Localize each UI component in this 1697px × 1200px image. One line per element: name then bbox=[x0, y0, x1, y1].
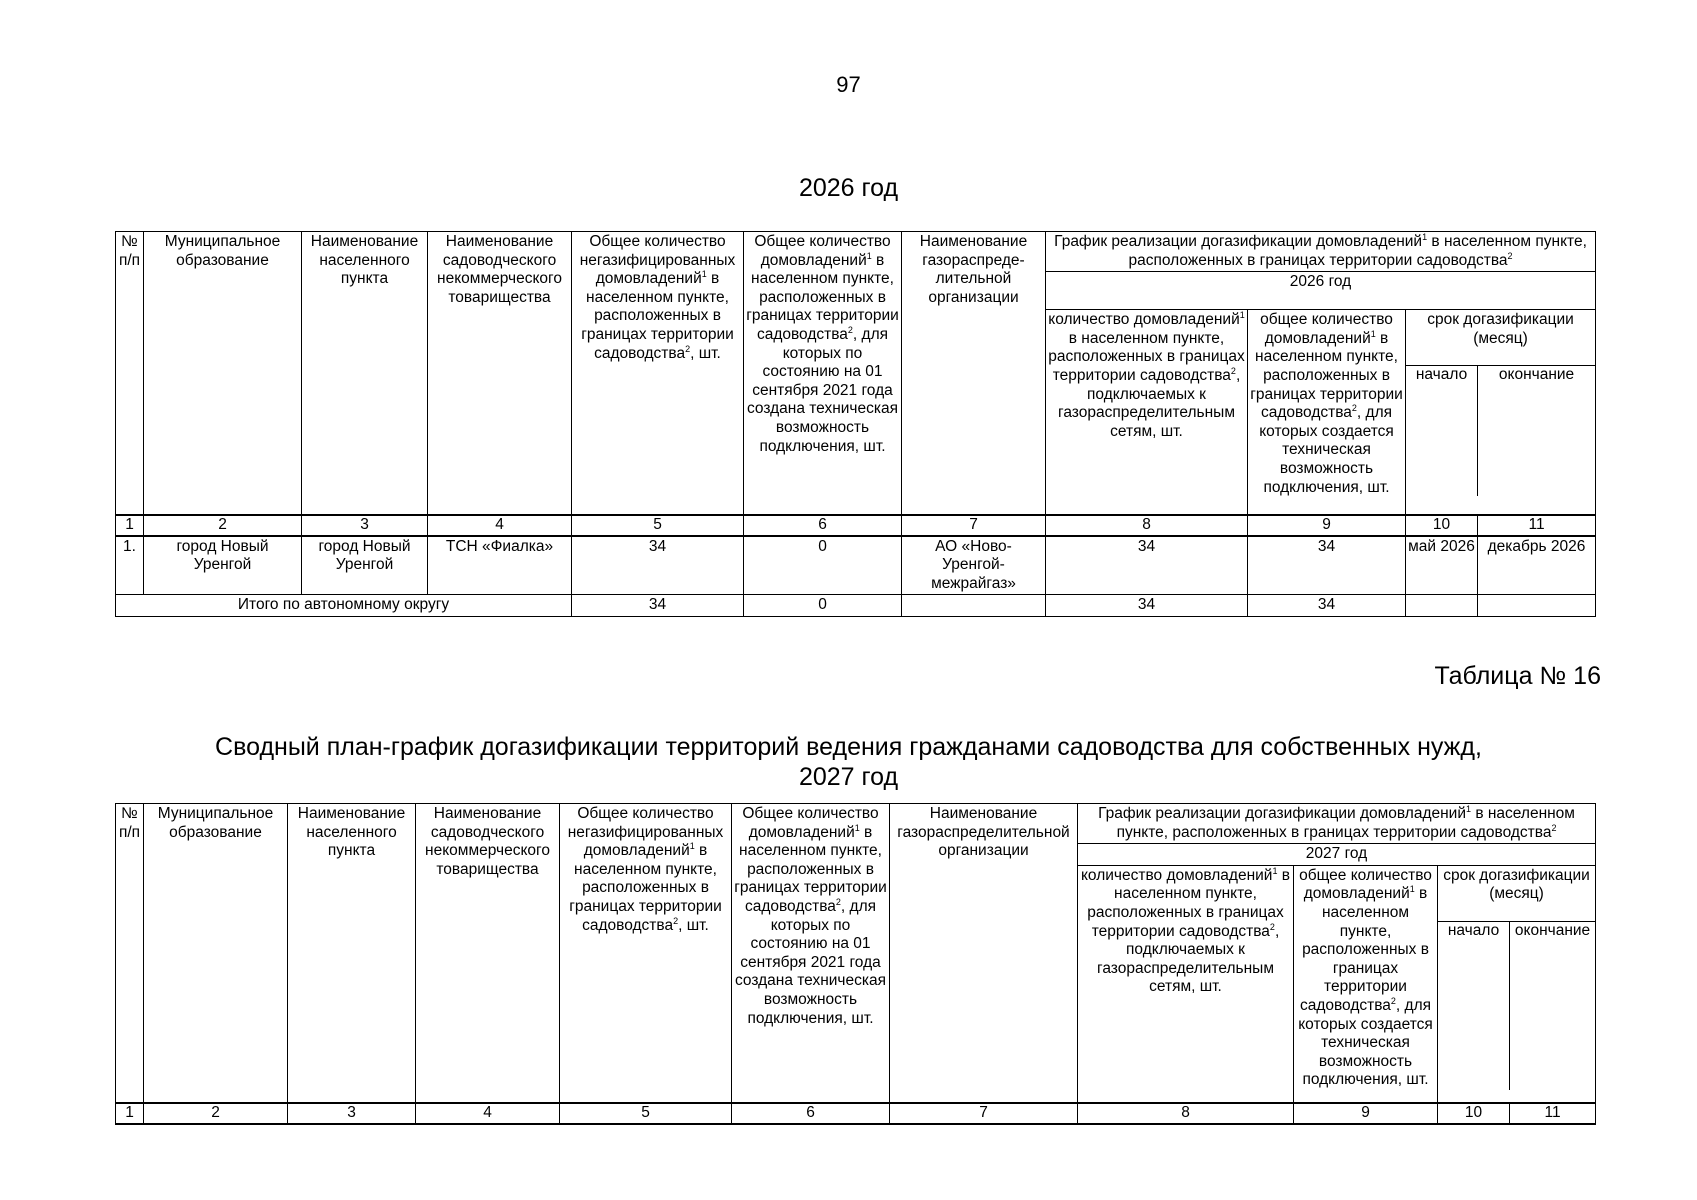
header-start: начало bbox=[1406, 366, 1478, 496]
colnum: 7 bbox=[890, 1103, 1078, 1124]
header-total-possible: Общее количество домовладений$^1$ в населенном пункте, расположенных в границах территории садоводства$^2$, для которых по состоянию на 01 сентября 2021 года создана техническая возможность подключения, шт. bbox=[732, 804, 890, 1104]
colnum: 9 bbox=[1248, 515, 1406, 536]
header-year: 2027 год bbox=[1078, 844, 1596, 866]
colnum: 1 bbox=[116, 515, 144, 536]
total-label: Итого по автономному округу bbox=[116, 595, 572, 617]
total-gas-org bbox=[902, 595, 1046, 617]
total-end bbox=[1478, 595, 1596, 617]
row-gas-org: АО «Ново-Уренгой-межрайгаз» bbox=[902, 536, 1046, 595]
header-end: окончание bbox=[1498, 366, 1575, 384]
header-schedule: График реализации догазификации домовладений$^1$ в населенном пункте, расположенных в границах территории садоводства$^2$ bbox=[1046, 232, 1596, 272]
header-year: 2026 год bbox=[1046, 272, 1596, 310]
row-connected: 34 bbox=[1046, 536, 1248, 595]
colnum: 7 bbox=[902, 515, 1046, 536]
header-possible-count: общее количество домовладений$^1$ в населенном пункте, расположенных в границах территории садоводства$^2$, для которых создается техническая возможность подключения, шт. bbox=[1248, 310, 1406, 515]
header-num: № п/п bbox=[116, 804, 144, 1104]
colnum: 6 bbox=[732, 1103, 890, 1124]
header-municipality: Муниципальное образование bbox=[144, 804, 288, 1104]
column-number-row bbox=[116, 1103, 1596, 1124]
colnum: 9 bbox=[1294, 1103, 1438, 1124]
header-total-ungasified: Общее количество негазифицированных домовладений$^1$ в населенном пункте, расположенных в границах территории садоводства$^2$, шт. bbox=[572, 232, 744, 516]
colnum: 10 bbox=[1406, 515, 1478, 536]
header-settlement: Наименование населенного пункта bbox=[302, 232, 428, 516]
colnum: 3 bbox=[288, 1103, 416, 1124]
colnum: 5 bbox=[560, 1103, 732, 1124]
colnum: 8 bbox=[1078, 1103, 1294, 1124]
colnum: 3 bbox=[302, 515, 428, 536]
row-total-possible: 0 bbox=[744, 536, 902, 595]
page-number: 97 bbox=[836, 72, 861, 97]
table2-title-line1: Сводный план-график догазификации территорий ведения гражданами садоводства для собственных нужд, bbox=[215, 733, 1482, 761]
table-label: Таблица № 16 bbox=[1434, 662, 1601, 690]
table2-title bbox=[0, 732, 1697, 792]
gasification-table-2027 bbox=[115, 803, 1596, 1125]
header-schedule: График реализации догазификации домовладений$^1$ в населенном пункте, расположенных в границах территории садоводства$^2$ bbox=[1078, 804, 1596, 844]
row-num: 1. bbox=[116, 536, 144, 595]
header-snt: Наименование садоводческого некоммерческого товарищества bbox=[428, 232, 572, 516]
header-snt: Наименование садоводческого некоммерческого товарищества bbox=[416, 804, 560, 1104]
colnum: 1 bbox=[116, 1103, 144, 1124]
colnum: 5 bbox=[572, 515, 744, 536]
total-possible-count: 34 bbox=[1248, 595, 1406, 617]
header-settlement: Наименование населенного пункта bbox=[288, 804, 416, 1104]
row-start: май 2026 bbox=[1406, 536, 1478, 595]
colnum: 4 bbox=[416, 1103, 560, 1124]
row-settlement: город Новый Уренгой bbox=[302, 536, 428, 595]
row-total-ungasified: 34 bbox=[572, 536, 744, 595]
header-start: начало bbox=[1438, 922, 1510, 1090]
total-ungasified: 34 bbox=[572, 595, 744, 617]
header-end: окончание bbox=[1514, 921, 1591, 939]
header-connected-count: количество домовладений$^1$ в населенном пункте, расположенных в границах территории садоводства$^2$, подключаемых к газораспределительным сетям, шт. bbox=[1046, 310, 1248, 515]
colnum: 4 bbox=[428, 515, 572, 536]
row-snt: ТСН «Фиалка» bbox=[428, 536, 572, 595]
table2-title-line2: 2027 год bbox=[798, 763, 899, 791]
table-row bbox=[116, 536, 1596, 595]
header-gas-org: Наименование газораспределительной организации bbox=[890, 804, 1078, 1104]
colnum: 10 bbox=[1438, 1103, 1510, 1124]
header-term: срок догазификации (месяц) bbox=[1438, 866, 1595, 922]
gasification-table-2026 bbox=[115, 231, 1596, 617]
header-num: № п/п bbox=[116, 232, 144, 516]
header-municipality: Муниципальное образование bbox=[144, 232, 302, 516]
row-possible: 34 bbox=[1248, 536, 1406, 595]
table1-title: 2026 год bbox=[798, 174, 899, 202]
total-row bbox=[116, 595, 1596, 617]
colnum: 2 bbox=[144, 1103, 288, 1124]
colnum: 11 bbox=[1478, 515, 1596, 536]
header-connected-count: количество домовладений$^1$ в населенном пункте, расположенных в границах территории садоводства$^2$, подключаемых к газораспределительным сетям, шт. bbox=[1078, 865, 1294, 1103]
colnum: 8 bbox=[1046, 515, 1248, 536]
colnum: 11 bbox=[1510, 1103, 1596, 1124]
column-number-row bbox=[116, 515, 1596, 536]
row-end: декабрь 2026 bbox=[1478, 536, 1596, 595]
colnum: 6 bbox=[744, 515, 902, 536]
header-total-possible: Общее количество домовладений$^1$ в населенном пункте, расположенных в границах территории садоводства$^2$, для которых по состоянию на 01 сентября 2021 года создана техническая возможность подключения, шт. bbox=[744, 232, 902, 516]
row-municipality: город Новый Уренгой bbox=[144, 536, 302, 595]
total-start bbox=[1406, 595, 1478, 617]
header-gas-org: Наименование газораспреде-лительной организации bbox=[902, 232, 1046, 516]
total-connected: 34 bbox=[1046, 595, 1248, 617]
total-possible: 0 bbox=[744, 595, 902, 617]
header-possible-count: общее количество домовладений$^1$ в населенном пункте, расположенных в границах территории садоводства$^2$, для которых создается техническая возможность подключения, шт. bbox=[1294, 865, 1438, 1103]
header-total-ungasified: Общее количество негазифицированных домовладений$^1$ в населенном пункте, расположенных в границах территории садоводства$^2$, шт. bbox=[560, 804, 732, 1104]
header-term: срок догазификации (месяц) bbox=[1406, 310, 1595, 366]
colnum: 2 bbox=[144, 515, 302, 536]
